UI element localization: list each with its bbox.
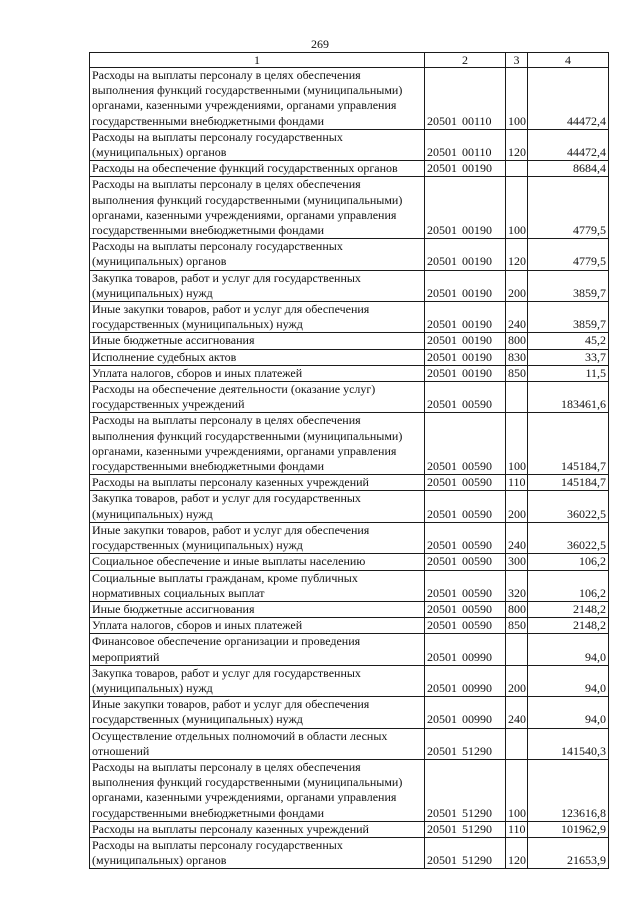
expense-type-code: 200 [506,665,528,696]
table-row [90,665,609,696]
section-code: 20501 [427,853,457,868]
expense-name: Закупка товаров, работ и услуг для государственных (муниципальных) нужд [90,665,425,696]
section-code: 20501 [427,601,457,616]
section-target-code [425,618,506,634]
section-code: 20501 [427,743,457,758]
expense-name: Расходы на выплаты персоналу государственных (муниципальных) органов [90,239,425,270]
target-code: 00590 [462,585,492,600]
expense-name: Расходы на выплаты персоналу в целях обеспечения выполнения функций государственными (муниципальными) органами, казенными учреждениями, органами управления государственными внебюджетными фондами [90,759,425,821]
section-code: 20501 [427,349,457,364]
amount: 94,0 [528,665,609,696]
target-code: 00190 [462,223,492,238]
section-target-code [425,665,506,696]
amount: 36022,5 [528,522,609,553]
section-target-code [425,554,506,570]
amount: 145184,7 [528,475,609,491]
expense-name: Расходы на выплаты персоналу в целях обеспечения выполнения функций государственными (муниципальными) органами, казенными учреждениями, органами управления государственными внебюджетными фондами [90,413,425,475]
target-code: 00190 [462,365,492,380]
section-target-code [425,382,506,413]
header-col-1: 1 [90,53,425,68]
section-code: 20501 [427,538,457,553]
section-code: 20501 [427,397,457,412]
target-code: 00590 [462,397,492,412]
section-code: 20501 [427,618,457,633]
expense-type-code: 320 [506,570,528,601]
section-target-code [425,821,506,837]
section-target-code [425,270,506,301]
expense-type-code: 200 [506,491,528,522]
target-code: 00190 [462,161,492,176]
expense-type-code: 240 [506,522,528,553]
target-code: 51290 [462,821,492,836]
section-target-code [425,302,506,333]
expense-type-code: 100 [506,177,528,239]
amount: 101962,9 [528,821,609,837]
target-code: 00990 [462,680,492,695]
expense-type-code: 850 [506,365,528,381]
target-code: 00590 [462,459,492,474]
expense-name: Расходы на выплаты персоналу казенных учреждений [90,475,425,491]
section-code: 20501 [427,475,457,490]
expense-name: Уплата налогов, сборов и иных платежей [90,365,425,381]
expense-name: Иные бюджетные ассигнования [90,333,425,349]
expense-name: Социальное обеспечение и иные выплаты населению [90,554,425,570]
amount: 94,0 [528,634,609,665]
expense-type-code: 100 [506,68,528,130]
table-row [90,728,609,759]
amount: 106,2 [528,570,609,601]
section-code: 20501 [427,585,457,600]
header-row [90,53,609,68]
amount: 33,7 [528,349,609,365]
expense-type-code: 240 [506,697,528,728]
target-code: 00590 [462,618,492,633]
target-code: 00590 [462,554,492,569]
expense-type-code [506,634,528,665]
table-row [90,177,609,239]
table-row [90,333,609,349]
section-code: 20501 [427,145,457,160]
target-code: 51290 [462,743,492,758]
target-code: 00190 [462,333,492,348]
expense-name: Расходы на обеспечение деятельности (оказание услуг) государственных учреждений [90,382,425,413]
section-code: 20501 [427,365,457,380]
section-target-code [425,522,506,553]
section-code: 20501 [427,649,457,664]
table-row [90,365,609,381]
table-row [90,413,609,475]
amount: 141540,3 [528,728,609,759]
section-target-code [425,177,506,239]
table-row [90,270,609,301]
header-col-2: 2 [425,53,506,68]
target-code: 00990 [462,712,492,727]
section-code: 20501 [427,161,457,176]
expense-name: Уплата налогов, сборов и иных платежей [90,618,425,634]
amount: 4779,5 [528,177,609,239]
section-target-code [425,129,506,160]
expense-name: Расходы на выплаты персоналу казенных учреждений [90,821,425,837]
table-row [90,349,609,365]
expense-type-code: 110 [506,821,528,837]
table-row [90,522,609,553]
target-code: 00590 [462,538,492,553]
amount: 3859,7 [528,302,609,333]
amount: 45,2 [528,333,609,349]
target-code: 00990 [462,649,492,664]
table-row [90,382,609,413]
expense-name: Иные закупки товаров, работ и услуг для обеспечения государственных (муниципальных) нужд [90,302,425,333]
header-col-4: 4 [528,53,609,68]
table-row [90,475,609,491]
amount: 11,5 [528,365,609,381]
table-row [90,697,609,728]
section-target-code [425,634,506,665]
section-code: 20501 [427,554,457,569]
section-target-code [425,68,506,130]
expense-name: Расходы на выплаты персоналу государственных (муниципальных) органов [90,129,425,160]
expense-name: Исполнение судебных актов [90,349,425,365]
section-code: 20501 [427,459,457,474]
table-row [90,161,609,177]
section-code: 20501 [427,223,457,238]
table-row [90,821,609,837]
table-row [90,239,609,270]
expense-type-code: 120 [506,239,528,270]
table-row [90,554,609,570]
table-row [90,618,609,634]
section-code: 20501 [427,506,457,521]
table-row [90,837,609,868]
section-code: 20501 [427,680,457,695]
expense-type-code: 110 [506,475,528,491]
amount: 4779,5 [528,239,609,270]
section-target-code [425,728,506,759]
section-target-code [425,601,506,617]
page-number: 269 [311,37,329,51]
table-row [90,759,609,821]
amount: 8684,4 [528,161,609,177]
amount: 106,2 [528,554,609,570]
section-code: 20501 [427,317,457,332]
expense-type-code [506,728,528,759]
expense-name: Расходы на обеспечение функций государственных органов [90,161,425,177]
amount: 183461,6 [528,382,609,413]
amount: 94,0 [528,697,609,728]
target-code: 00110 [462,145,492,160]
table-row [90,570,609,601]
table-body [90,68,609,869]
amount: 36022,5 [528,491,609,522]
expense-name: Расходы на выплаты персоналу государственных (муниципальных) органов [90,837,425,868]
section-target-code [425,349,506,365]
target-code: 00190 [462,285,492,300]
target-code: 00190 [462,317,492,332]
target-code: 00590 [462,601,492,616]
section-code: 20501 [427,254,457,269]
amount: 21653,9 [528,837,609,868]
budget-table [89,52,609,869]
amount: 2148,2 [528,601,609,617]
section-code: 20501 [427,285,457,300]
expense-name: Иные закупки товаров, работ и услуг для обеспечения государственных (муниципальных) нужд [90,697,425,728]
expense-type-code: 800 [506,333,528,349]
expense-name: Социальные выплаты гражданам, кроме публичных нормативных социальных выплат [90,570,425,601]
expense-type-code: 240 [506,302,528,333]
section-target-code [425,570,506,601]
amount: 2148,2 [528,618,609,634]
expense-type-code [506,161,528,177]
amount: 123616,8 [528,759,609,821]
expense-type-code: 850 [506,618,528,634]
expense-type-code: 120 [506,837,528,868]
section-target-code [425,333,506,349]
section-target-code [425,161,506,177]
expense-type-code: 300 [506,554,528,570]
target-code: 00110 [462,113,492,128]
table-row [90,68,609,130]
expense-type-code: 800 [506,601,528,617]
section-target-code [425,413,506,475]
expense-name: Расходы на выплаты персоналу в целях обеспечения выполнения функций государственными (муниципальными) органами, казенными учреждениями, органами управления государственными внебюджетными фондами [90,177,425,239]
expense-type-code: 120 [506,129,528,160]
target-code: 51290 [462,805,492,820]
section-target-code [425,475,506,491]
expense-name: Закупка товаров, работ и услуг для государственных (муниципальных) нужд [90,491,425,522]
expense-name: Финансовое обеспечение организации и проведения мероприятий [90,634,425,665]
expense-type-code: 100 [506,759,528,821]
section-target-code [425,239,506,270]
table-row [90,601,609,617]
expense-name: Иные закупки товаров, работ и услуг для обеспечения государственных (муниципальных) нужд [90,522,425,553]
table-row [90,302,609,333]
amount: 44472,4 [528,129,609,160]
expense-name: Иные бюджетные ассигнования [90,601,425,617]
section-code: 20501 [427,712,457,727]
expense-name: Расходы на выплаты персоналу в целях обеспечения выполнения функций государственными (муниципальными) органами, казенными учреждениями, органами управления государственными внебюджетными фондами [90,68,425,130]
expense-type-code: 100 [506,413,528,475]
section-target-code [425,759,506,821]
expense-type-code [506,382,528,413]
section-code: 20501 [427,821,457,836]
header-col-3: 3 [506,53,528,68]
target-code: 00590 [462,506,492,521]
target-code: 00190 [462,254,492,269]
expense-name: Закупка товаров, работ и услуг для государственных (муниципальных) нужд [90,270,425,301]
target-code: 00590 [462,475,492,490]
amount: 44472,4 [528,68,609,130]
section-target-code [425,837,506,868]
table-row [90,634,609,665]
section-code: 20501 [427,805,457,820]
target-code: 00190 [462,349,492,364]
section-code: 20501 [427,113,457,128]
amount: 145184,7 [528,413,609,475]
expense-type-code: 830 [506,349,528,365]
section-target-code [425,491,506,522]
expense-name: Осуществление отдельных полномочий в области лесных отношений [90,728,425,759]
table-row [90,491,609,522]
section-target-code [425,365,506,381]
target-code: 51290 [462,853,492,868]
section-target-code [425,697,506,728]
expense-type-code: 200 [506,270,528,301]
amount: 3859,7 [528,270,609,301]
table-row [90,129,609,160]
section-code: 20501 [427,333,457,348]
